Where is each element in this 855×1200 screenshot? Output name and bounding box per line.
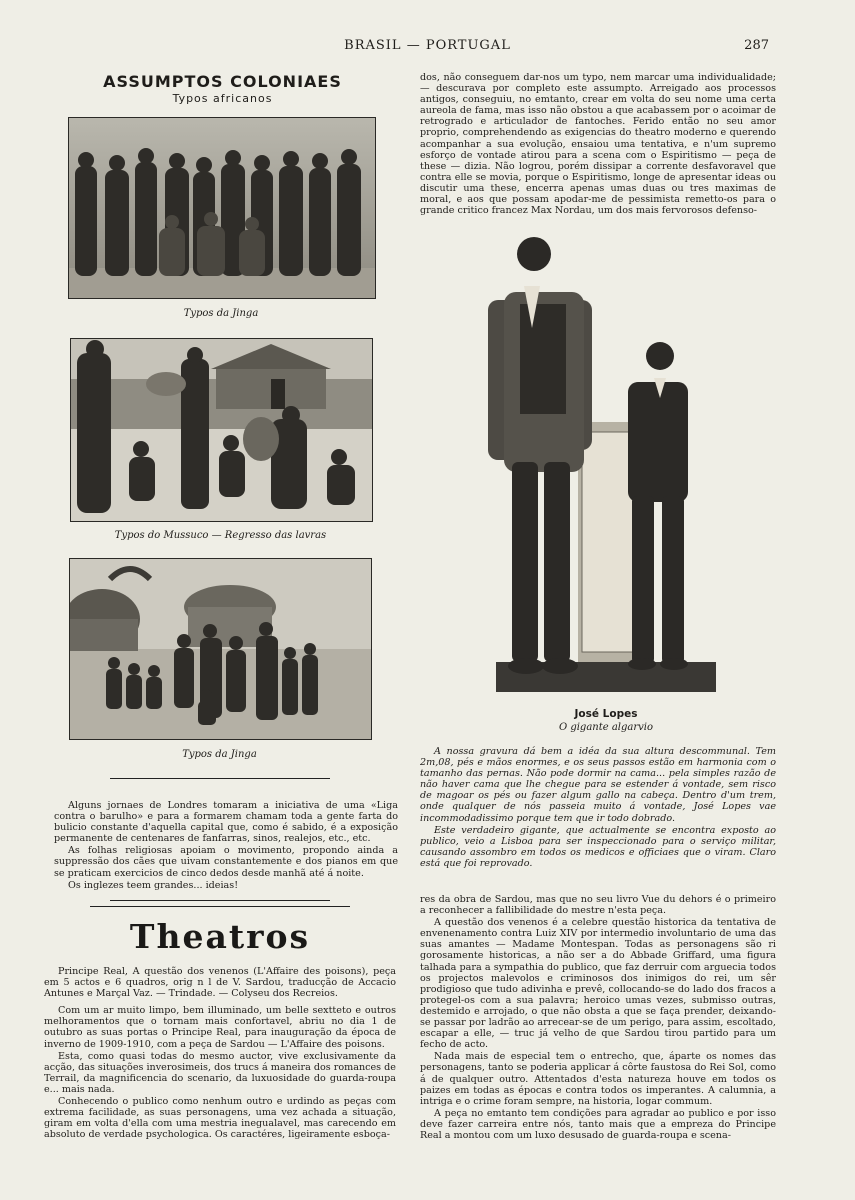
article-paragraph: res da obra de Sardou, mas que no seu livro Vue du dehors é o primeiro a reconhecer a fallibilidade do mestre n'esta peça. bbox=[420, 894, 776, 917]
article-paragraph: Nada mais de especial tem o entrecho, que, áparte os nomes das personagens, tanto se poderia applicar á côrte faustosa do Rei Sol, como á de qualquer outro. Attentados d'esta natureza houve em todos os paizes em todas as épocas e contra todos os imperantes. A calumnia, a intriga e o crime foram sempre, na historia, logar commum. bbox=[420, 1051, 776, 1107]
theatros-intro: Principe Real, A questão dos venenos (L'Affaire des poisons), peça em 5 actos e 6 quadros, orig n l de V. Sardou, traducção de Accacio Antunes e Marçal Vaz. — Trindade. — Colyseu dos Recreios. bbox=[44, 966, 396, 1000]
photo-typos-do-mussuco bbox=[70, 338, 373, 522]
note-paragraph: As folhas religiosas apoiam o movimento, propondo ainda a suppressão dos cães que uivam constantemente e dos pianos em que se praticam exercicios de cinco dedos desde manhã até á noite. bbox=[54, 845, 398, 879]
page-number: 287 bbox=[744, 38, 769, 53]
section-title: ASSUMPTOS COLONIAES bbox=[103, 72, 342, 91]
portrait-name: José Lopes bbox=[574, 708, 638, 720]
theatros-paragraph: Esta, como quasi todas do mesmo auctor, vive exclusivamente da acção, das situações inverosimeis, dos trucs á maneira dos romances de Terrail, da magnificencia do scenario, da luxuosidade do guarda-roupa e... mais nada. bbox=[44, 1050, 396, 1095]
photo-typos-da-jinga-huts bbox=[69, 558, 372, 740]
photo-village-illustration bbox=[71, 339, 372, 521]
section-subtitle: Typos africanos bbox=[172, 92, 273, 105]
running-header: BRASIL — PORTUGAL bbox=[344, 38, 511, 53]
caption-photo-1: Typos da Jinga bbox=[183, 308, 259, 319]
divider-rule bbox=[110, 778, 330, 779]
portrait-illustration bbox=[482, 232, 718, 694]
theatros-column bbox=[44, 966, 396, 1141]
article-paragraph: A peça no emtanto tem condições para agradar ao publico e por isso deve fazer carreira entre nós, tanto mais que a empreza do Principe Real a montou com um luxo desusado de guarda-roupa e scena- bbox=[420, 1107, 776, 1141]
divider-rule bbox=[90, 906, 350, 907]
divider-rule bbox=[110, 900, 330, 901]
portrait-paragraph: Este verdadeiro gigante, que actualmente se encontra exposto ao publico, veio a Lisboa para ser inspeccionado para o serviço militar, causando assombro em todos os medicos e officiaes que o viram. Claro está que foi reprovado. bbox=[420, 824, 776, 869]
portrait-paragraph: A nossa gravura dá bem a idéa da sua altura descommunal. Tem 2m,08, pés e mãos enormes, e os seus passos estão em harmonia com o tamanho das pernas. Não pode dormir na cama... pela simples razão de não haver cama que lhe chegue para se estender á vontade, sem risco de magoar os pés ou fazer algum gallo na cabeça. Dentro d'um trem, onde qualquer de nós passeia muito á vontade, José Lopes vae incommodadissimo porque tem que ir todo dobrado. bbox=[420, 746, 776, 824]
caption-photo-2: Typos do Mussuco — Regresso das lavras bbox=[114, 530, 327, 541]
photo-huts-illustration bbox=[70, 559, 371, 739]
note-paragraph: Alguns jornaes de Londres tomaram a iniciativa de uma «Liga contra o barulho» e para a formarem chamam toda a gente farta do bulicio constante d'aquella capital que, como é sabido, é a exposição permanente de centenares de fanfarras, sinos, realejos, etc., etc. bbox=[54, 800, 398, 845]
photo-jose-lopes bbox=[482, 232, 718, 694]
sardou-column-top bbox=[420, 72, 776, 217]
liga-contra-barulho-note bbox=[54, 800, 398, 892]
theatros-paragraph: Com um ar muito limpo, bem illuminado, um belle sextteto e outros melhoramentos que o tornam mais confortavel, abriu no dia 1 de outubro as suas portas o Principe Real, para inauguração da época de inverno de 1909-1910, com a peça de Sardou — L'Affaire des poisons. bbox=[44, 1005, 396, 1050]
sardou-column-bottom bbox=[420, 894, 776, 1142]
caption-photo-3: Typos da Jinga bbox=[182, 749, 257, 760]
article-paragraph: A questão dos venenos é a celebre questão historica da tentativa de envenenamento contra Luiz XIV por intermedio involuntario de uma das suas amantes — Madame Montespan. Todas as personagens são ri gorosamente historicas, a não ser a do Abbade Griffard, uma figura talhada para a sympathia do publico, que faz derruir com arguecia todos os projectos malevolos e criminosos dos inimigos do rei, um sêr prodigioso que tudo adivinha e prevê, collocando-se do lado dos fracos a protegel-os com a sua palavra; heroico umas vezes, submisso outras, destemido e arrojado, o que não obsta a que se faça prender, deixando-se passar por ladrão ao arrecear-se de um perigo, para assim, escoltado, escapar a elle, — truc já velho de que Sardou tirou partido para um fecho de acto. bbox=[420, 917, 776, 1051]
article-paragraph: dos, não conseguem dar-nos um typo, nem marcar uma individualidade; — descurava por completo este assumpto. Arreigado aos processos antigos, conseguiu, no emtanto, crear em volta do seu nome uma certa aureola de fama, mas isso não obstou a que acabassem por o acoimar de retrogrado e articulador de fantoches. Ferido então no seu amor proprio, comprehendendo as exigencias do theatro moderno e querendo acompanhar a sua evolução, ensaiou uma tentativa, e n'um supremo esforço de vontade atirou para a scena com o Espiritismo — peça de these — dizia. Não logrou, porém dissipar a corrente desfavoravel que contra elle se movia, porque o Espiritismo, longe de apresentar ideas ou discutir uma these, encerra apenas umas duas ou tres maximas de moral, e aos que possam apodar-me de pessimista remetto-os para o grande critico francez Max Nordau, um dos mais fervorosos defenso- bbox=[420, 72, 776, 217]
theatros-paragraph: Conhecendo o publico como nenhum outro e urdindo as peças com extrema facilidade, as suas personagens, uma vez achada a situação, giram em volta d'ella com uma mestria inegualavel, mas carecendo em absoluto de verdade psychologica. Os caractéres, ligeiramente esboça- bbox=[44, 1096, 396, 1141]
jose-lopes-description bbox=[420, 746, 776, 870]
photo-typos-da-jinga-group bbox=[68, 117, 376, 299]
theatros-heading: Theatros bbox=[129, 917, 311, 956]
photo-group-illustration bbox=[69, 118, 375, 298]
note-paragraph: Os inglezes teem grandes... ideias! bbox=[68, 879, 239, 891]
portrait-subtitle: O gigante algarvio bbox=[558, 722, 654, 733]
